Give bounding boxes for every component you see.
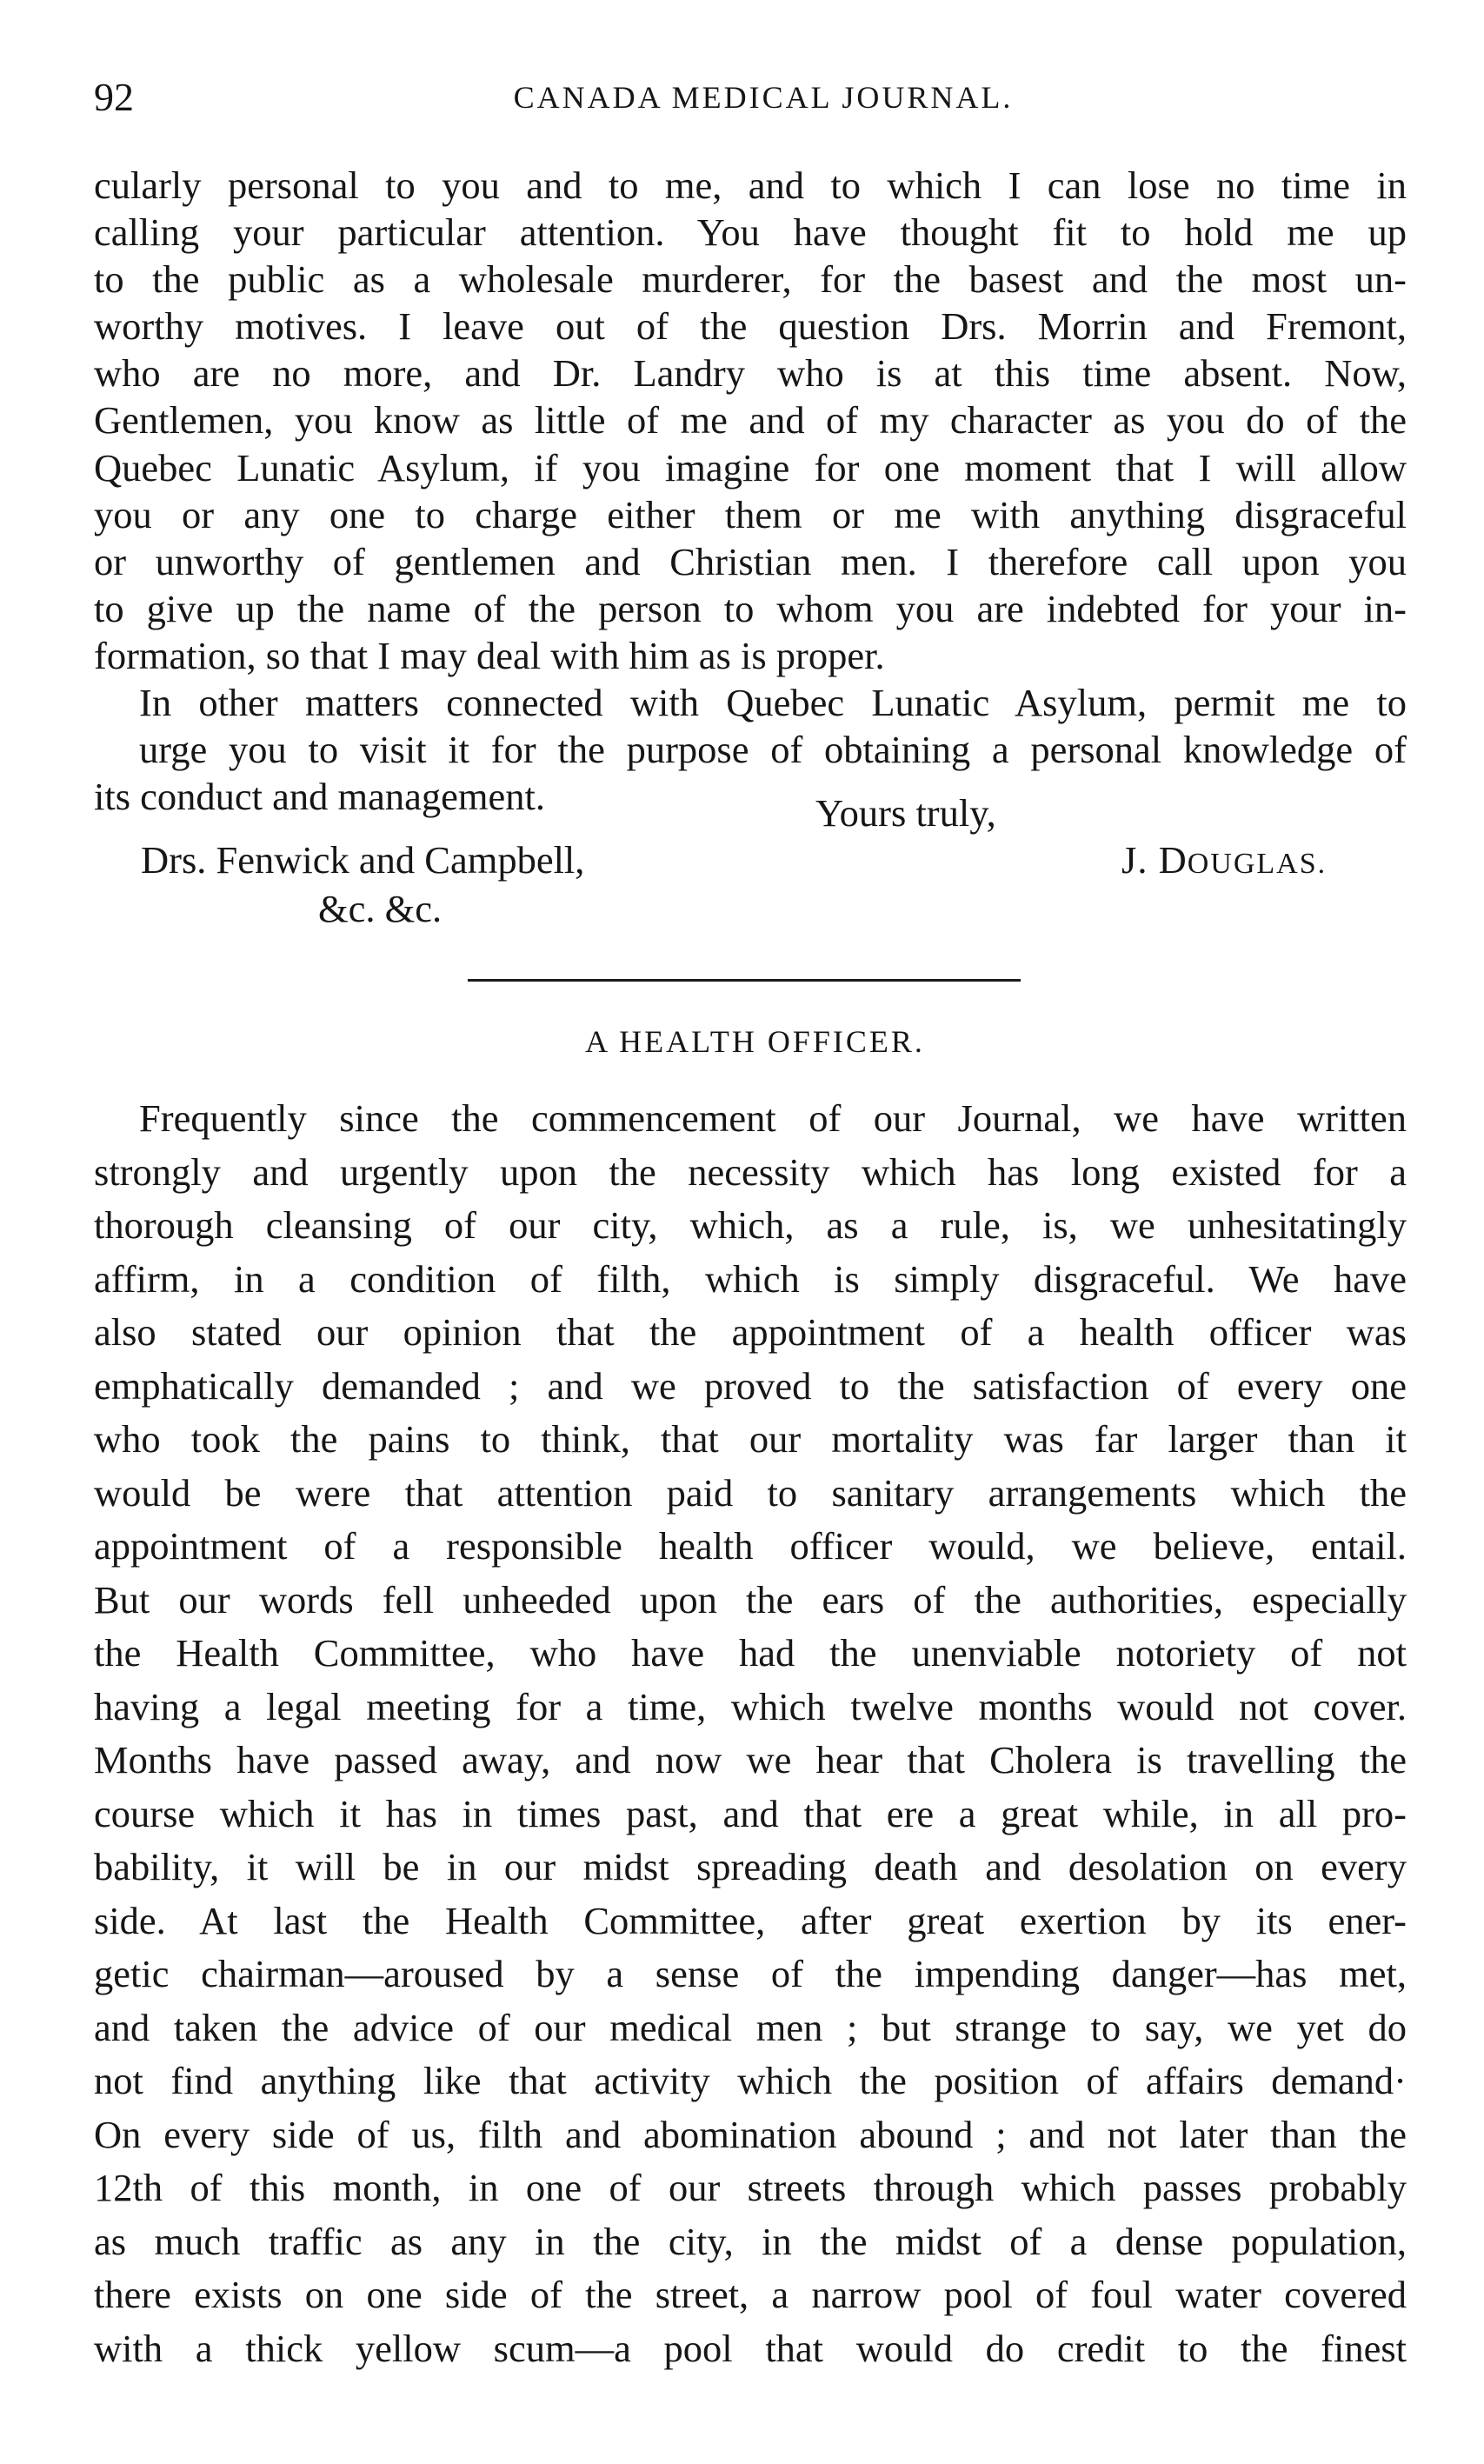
text-line: 12th of this month, in one of our streets through which passes probably [94,2166,1407,2209]
text-line: On every side of us, filth and abomination abound ; and not later than the [94,2112,1407,2156]
text-line: not find anything like that activity which the position of affairs demand· [94,2059,1407,2102]
signature-initial: J. D [1121,838,1188,882]
text-line: who took the pains to think, that our mortality was far larger than it [94,1417,1407,1461]
section-divider [468,979,1021,982]
text-line: thorough cleansing of our city, which, as a rule, is, we unhesitatingly [94,1203,1407,1247]
text-line: Quebec Lunatic Asylum, if you imagine for one moment that I will allow [94,445,1407,489]
text-line: the Health Committee, who have had the unenviable notoriety of not [94,1631,1407,1675]
text-line: formation, so that I may deal with him as is proper. [94,633,885,677]
letter-addressee-etc: &c. &c. [318,887,443,930]
letter-paragraph-1 [94,162,1407,679]
signature-surname: OUGLAS. [1187,848,1328,880]
text-line: calling your particular attention. You have thought fit to hold me up [94,210,1407,255]
text-line: Frequently since the commencement of our Journal, we have written [139,1096,1407,1140]
text-line: cularly personal to you and to me, and to which I can lose no time in [94,163,1407,207]
text-line: having a legal meeting for a time, which twelve months would not cover. [94,1684,1407,1728]
text-line: to the public as a wholesale murderer, for the basest and the most un- [94,257,1407,302]
text-line: Gentlemen, you know as little of me and of my character as you do of the [94,398,1407,443]
letter-closing: Yours truly, [815,791,996,835]
text-line: would be were that attention paid to sanitary arrangements which the [94,1470,1407,1515]
article-title: A HEALTH OFFICER. [585,1024,925,1059]
text-line: In other matters connected with Quebec Lunatic Asylum, permit me to [139,681,1407,725]
letter-signature [1121,836,1327,888]
text-line: bability, it will be in our midst spreading death and desolation on every [94,1845,1407,1888]
article-body [94,1092,1407,2375]
text-line: strongly and urgently upon the necessity which has long existed for a [94,1149,1407,1194]
letter-paragraph-2 [94,679,1407,820]
text-line: appointment of a responsible health officer would, we believe, entail. [94,1524,1407,1568]
text-line: with a thick yellow scum—a pool that would do credit to the finest [94,2326,1407,2370]
text-line: emphatically demanded ; and we proved to the satisfaction of every one [94,1363,1407,1408]
text-line: you or any one to charge either them or me with anything disgraceful [94,492,1407,536]
text-line: and taken the advice of our medical men ; but strange to say, we yet do [94,2005,1407,2049]
text-line: also stated our opinion that the appointment of a health officer was [94,1310,1407,1354]
text-line: its conduct and management. [94,775,546,819]
text-line: who are no more, and Dr. Landry who is at this time absent. Now, [94,351,1407,396]
text-line: Months have passed away, and now we hear that Cholera is travelling the [94,1738,1407,1781]
text-line: worthy motives. I leave out of the question Drs. Morrin and Fremont, [94,304,1407,349]
text-line: urge you to visit it for the purpose of obtaining a personal knowledge of [139,728,1407,772]
journal-title: CANADA MEDICAL JOURNAL. [513,80,1014,115]
text-line: But our words fell unheeded upon the ears of the authorities, especially [94,1577,1407,1622]
letter-addressee: Drs. Fenwick and Campbell, [141,838,585,882]
text-line: to give up the name of the person to whom you are indebted for your in- [94,586,1407,630]
letter-body [94,162,1407,820]
text-line: there exists on one side of the street, a narrow pool of foul water covered [94,2273,1407,2316]
text-line: affirm, in a condition of filth, which is simply disgraceful. We have [94,1256,1407,1301]
page-number: 92 [94,75,134,119]
text-line: getic chairman—aroused by a sense of the impending danger—has met, [94,1952,1407,1995]
text-line: as much traffic as any in the city, in the midst of a dense population, [94,2219,1407,2263]
article-paragraph [94,1092,1407,2375]
text-line: or unworthy of gentlemen and Christian men. I therefore call upon you [94,539,1407,583]
text-line: course which it has in times past, and that ere a great while, in all pro- [94,1791,1407,1835]
running-head [94,71,1407,123]
text-line: side. At last the Health Committee, after great exertion by its ener- [94,1898,1407,1942]
